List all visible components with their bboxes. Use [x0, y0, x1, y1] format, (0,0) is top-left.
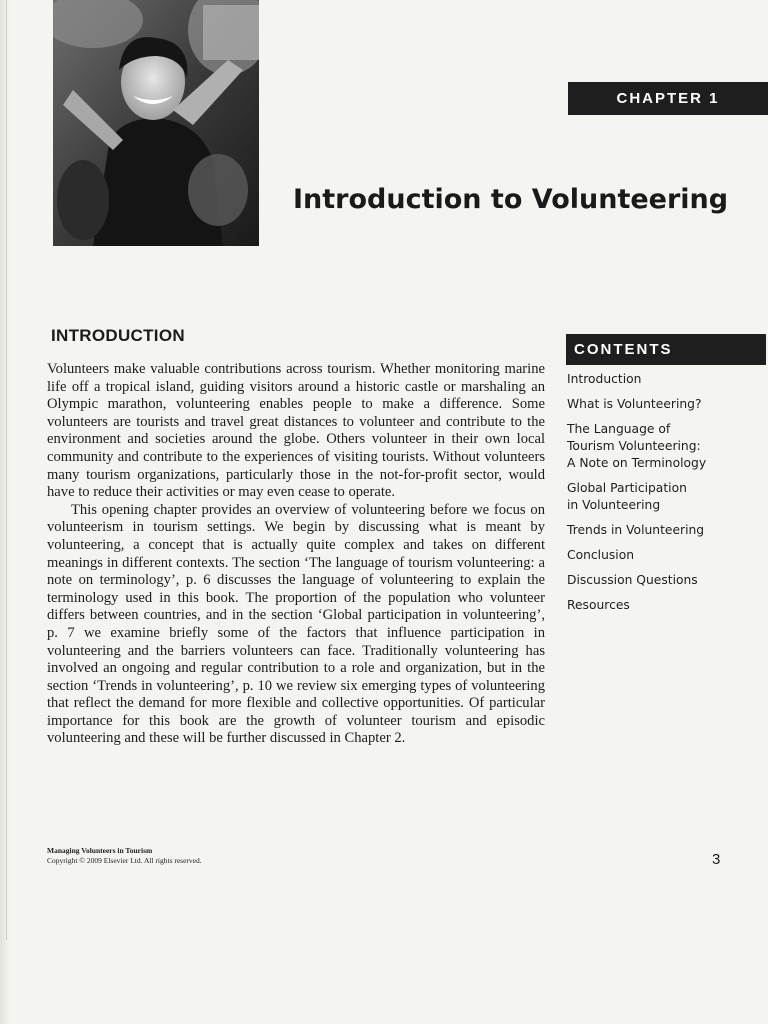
contents-item-global-participation: Global Participation in Volunteering [567, 481, 687, 512]
contents-item-resources: Resources [567, 598, 630, 612]
footer-book-title: Managing Volunteers in Tourism [47, 846, 153, 855]
contents-item-conclusion: Conclusion [567, 548, 635, 562]
paragraph: Volunteers make valuable contributions across tourism. Whether monitoring marine life off a tropical island, guiding visitors around a historic castle or marshaling an Olympic marathon, volunteering enables people to make a difference. Some volunteers are tourists and travel great distances to volunteer and contribute to the environment and societies around the globe. Others volunteer in their own local community and contribute to the experiences of visiting tourists. Without volunteers many tourism organizations, particularly those in the not-for-profit sector, would have to reduce their activities or may even cease to operate. [47, 361, 545, 501]
contents-item-language: The Language of Tourism Volunteering: A Note on Terminology [567, 422, 707, 470]
contents-item-trends: Trends in Volunteering [567, 523, 705, 537]
footer-copyright: Copyright © 2009 Elsevier Ltd. All rights reserved. [47, 856, 202, 865]
contents-heading: CONTENTS [566, 334, 766, 365]
contents-item-introduction: Introduction [567, 372, 642, 386]
chapter-title: Introduction to Volunteering [293, 184, 729, 215]
page-number: 3 [712, 851, 721, 868]
body-text [47, 361, 545, 748]
chapter-label: CHAPTER 1 [568, 82, 768, 115]
section-heading: INTRODUCTION [51, 326, 185, 345]
contents-item-discussion-questions: Discussion Questions [567, 573, 698, 587]
paragraph: This opening chapter provides an overview of volunteering before we focus on volunteerism in tourism settings. We begin by discussing what is meant by volunteering, a concept that is actually quite complex and takes on different meanings in different contexts. The section ‘The language of tourism volunteering: a note on terminology’, p. 6 discusses the language of volunteering to explain the terminology used in this book. The proportion of the population who volunteer differs between countries, and in the section ‘Global participation in volunteering’, p. 7 we examine briefly some of the factors that influence participation in volunteering and the barriers volunteers can face. Traditionally volunteering has involved an ongoing and regular contribution to a role and organization, but in the section ‘Trends in volunteering’, p. 10 we review six emerging types of volunteering that reflect the demand for more flexible and collective opportunities. Of particular importance for this book are the growth of volunteer tourism and episodic volunteering and these will be further discussed in Chapter 2. [47, 501, 545, 747]
contents-item-what-is-volunteering: What is Volunteering? [567, 397, 702, 411]
chapter-photo [53, 0, 259, 246]
contents-list [567, 371, 762, 622]
scan-edge [0, 0, 10, 1024]
